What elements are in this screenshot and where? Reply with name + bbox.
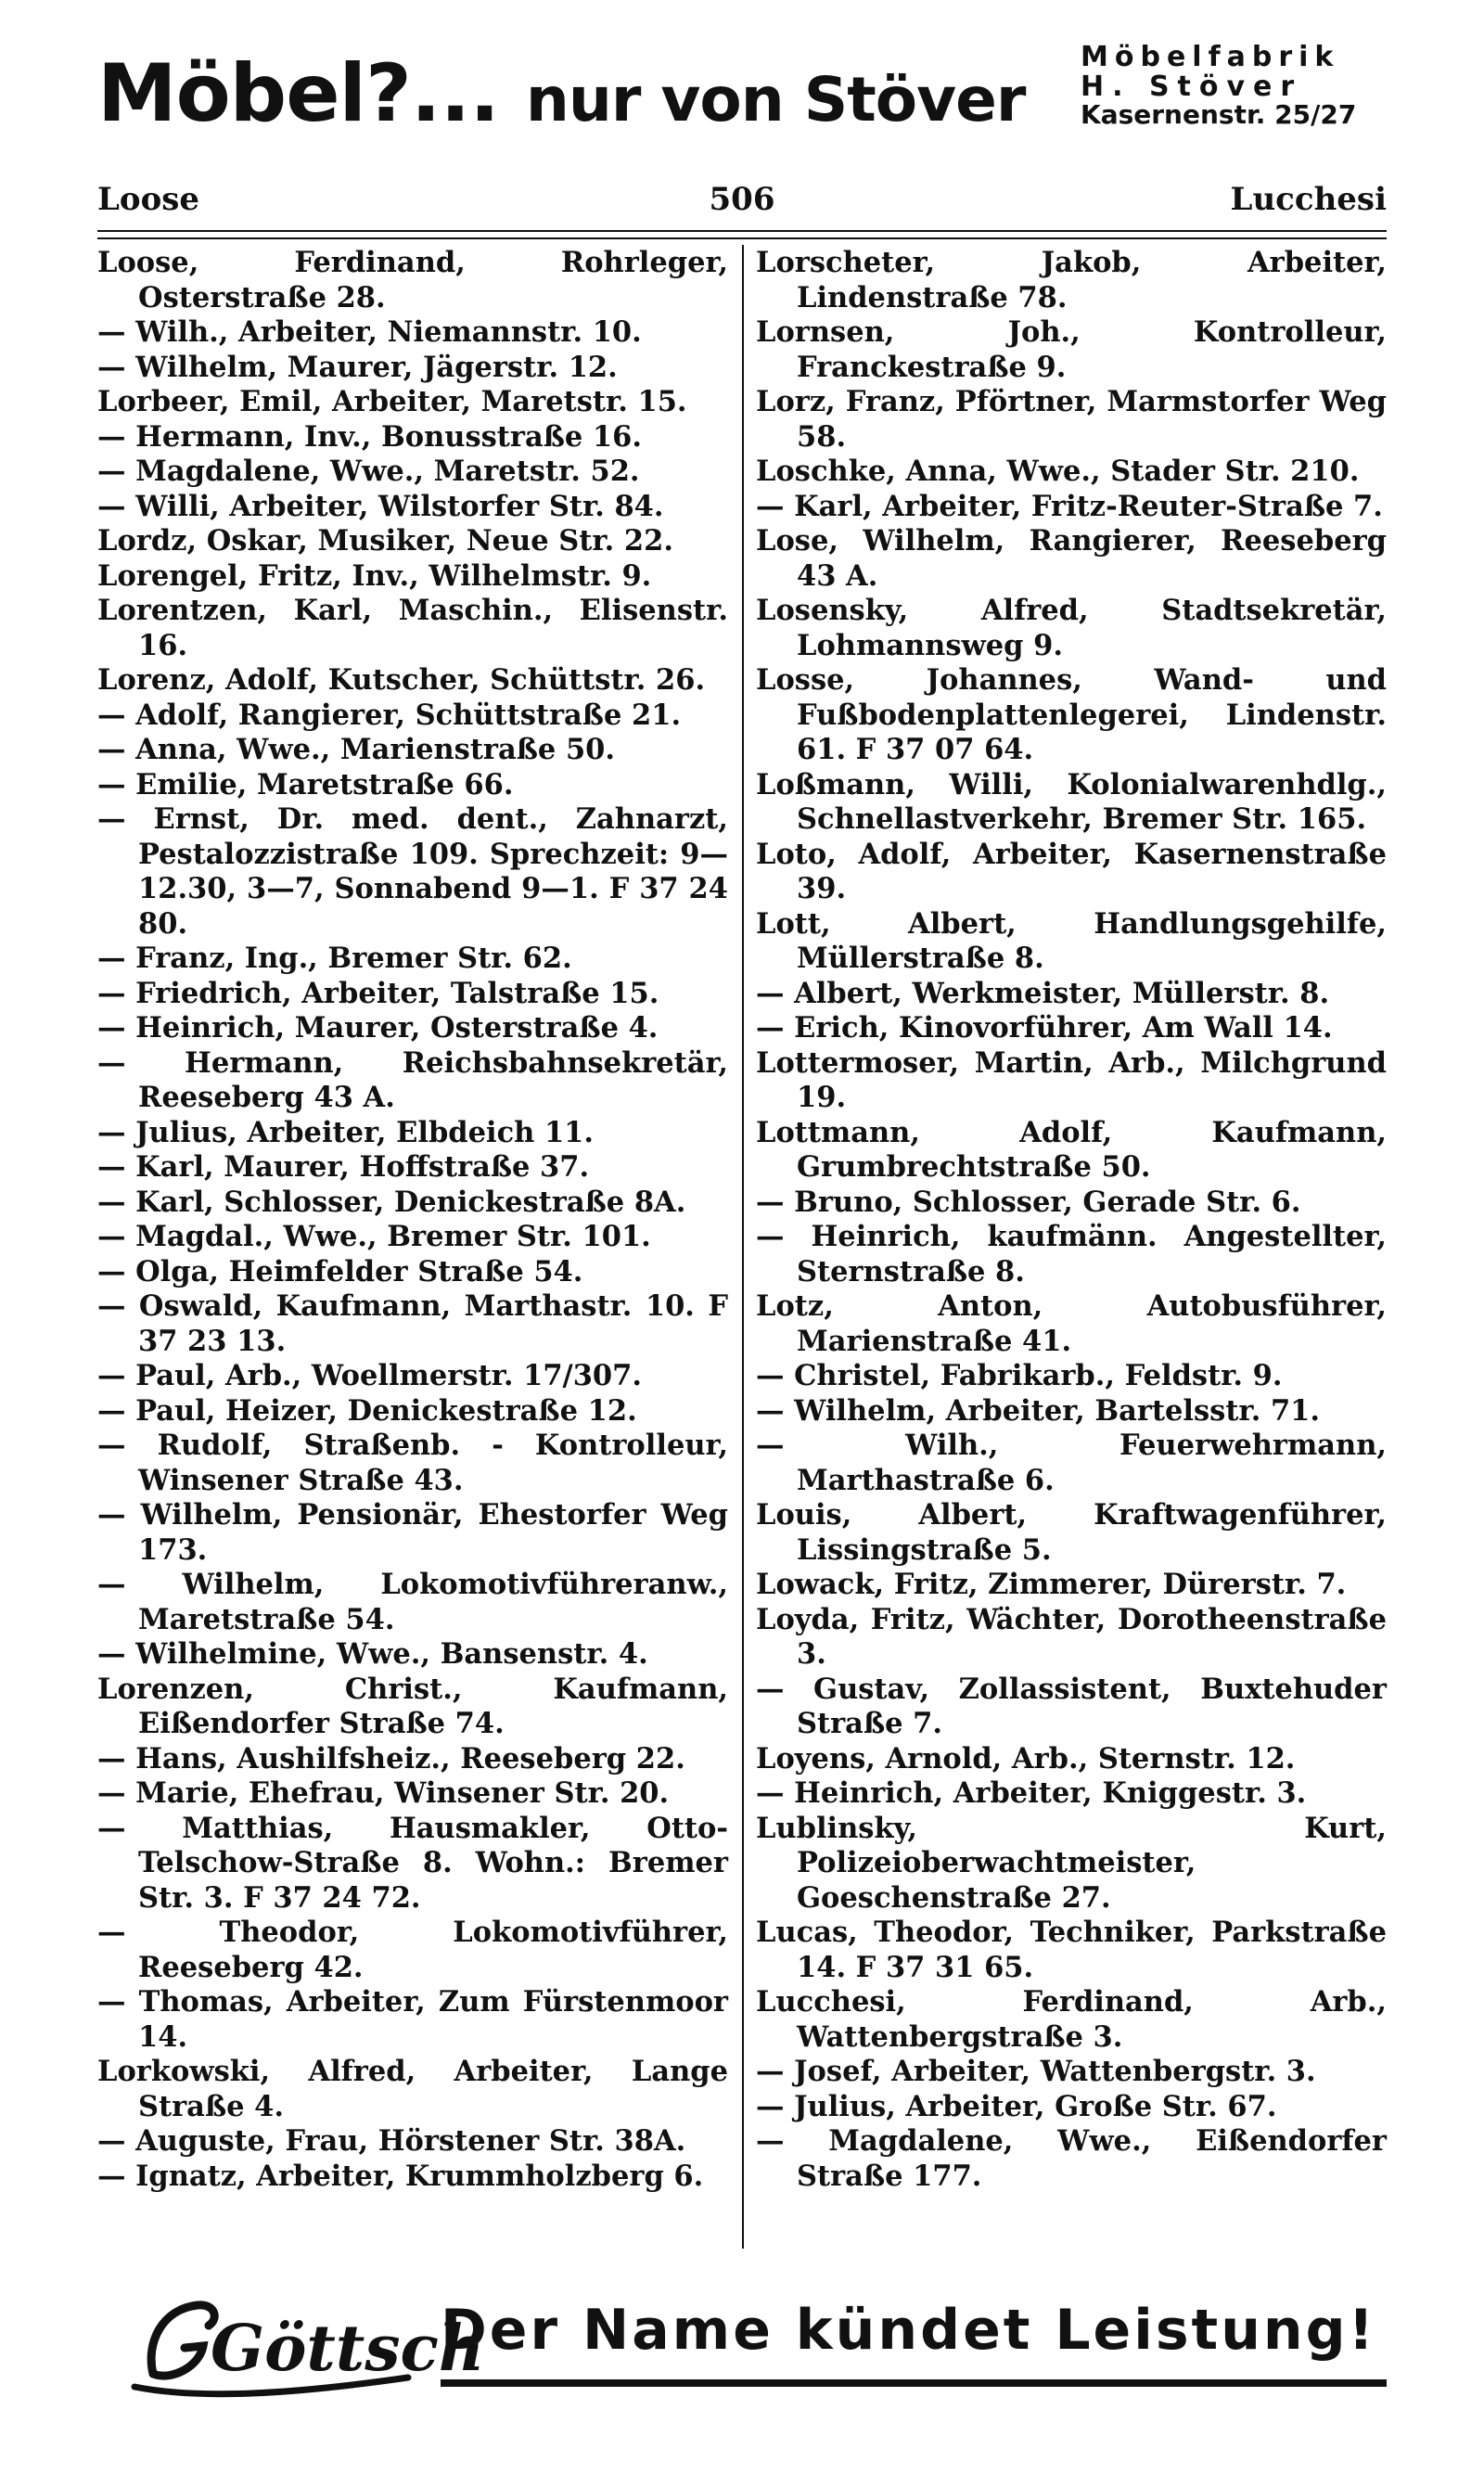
directory-entry: Lucas, Theodor, Techniker, Parkstraße 14. F 37 31 65. xyxy=(756,1916,1387,1984)
directory-entry: — Karl, Schlosser, Denickestraße 8A. xyxy=(97,1185,686,1219)
directory-entry: Lotz, Anton, Autobusführer, Marienstraße 41. xyxy=(756,1289,1387,1358)
directory-entry: — Oswald, Kaufmann, Marthastr. 10. F 37 23 13. xyxy=(97,1289,728,1358)
directory-entry: — Ernst, Dr. med. dent., Zahnarzt, Pestalozzistraße 109. Sprechzeit: 9—12.30, 3—7, Sonnabend 9—1. F 37 24 80. xyxy=(97,802,728,941)
directory-entry: — Karl, Arbeiter, Fritz-Reuter-Straße 7. xyxy=(756,489,1383,523)
directory-entry: Lublinsky, Kurt, Polizeioberwachtmeister, Goeschenstraße 27. xyxy=(756,1811,1387,1915)
directory-entry: Lucchesi, Ferdinand, Arb., Wattenbergstraße 3. xyxy=(756,1985,1387,2054)
directory-entry: — Auguste, Frau, Hörstener Str. 38A. xyxy=(97,2124,686,2158)
directory-entry: Loyens, Arnold, Arb., Sternstr. 12. xyxy=(756,1741,1296,1775)
directory-entry: — Wilhelm, Maurer, Jägerstr. 12. xyxy=(97,350,618,384)
directory-entry: Lott, Albert, Handlungsgehilfe, Müllerstraße 8. xyxy=(756,906,1387,975)
directory-entry: — Willi, Arbeiter, Wilstorfer Str. 84. xyxy=(97,489,664,523)
directory-entry: Lorkowski, Alfred, Arbeiter, Lange Straße 4. xyxy=(97,2055,728,2123)
directory-entry: Lose, Wilhelm, Rangierer, Reeseberg 43 A. xyxy=(756,524,1387,593)
directory-entry: Lordz, Oskar, Musiker, Neue Str. 22. xyxy=(97,524,673,558)
ad-company-type: Möbelfabrik xyxy=(1081,41,1340,73)
directory-entry: — Christel, Fabrikarb., Feldstr. 9. xyxy=(756,1359,1283,1392)
directory-entry: — Albert, Werkmeister, Müllerstr. 8. xyxy=(756,976,1330,1010)
directory-entry: — Franz, Ing., Bremer Str. 62. xyxy=(97,942,572,975)
directory-page xyxy=(83,37,1401,2430)
directory-entry: — Magdal., Wwe., Bremer Str. 101. xyxy=(97,1220,651,1253)
directory-entry: — Wilhelm, Lokomotivführeranw., Maretstraße 54. xyxy=(97,1568,728,1636)
directory-entry: — Friedrich, Arbeiter, Talstraße 15. xyxy=(97,976,659,1010)
directory-entry: Lornsen, Joh., Kontrolleur, Franckestraße 9. xyxy=(756,315,1387,384)
directory-entry: Losensky, Alfred, Stadtsekretär, Lohmannsweg 9. xyxy=(756,594,1387,662)
directory-entry: — Wilh., Feuerwehrmann, Marthastraße 6. xyxy=(756,1429,1387,1497)
directory-entry: Louis, Albert, Kraftwagenführer, Lissingstraße 5. xyxy=(756,1498,1387,1567)
directory-entry: — Wilh., Arbeiter, Niemannstr. 10. xyxy=(97,315,642,349)
directory-entry: Lorenz, Adolf, Kutscher, Schüttstr. 26. xyxy=(97,663,706,697)
right-column xyxy=(756,246,1387,2194)
directory-entry: — Heinrich, Arbeiter, Kniggestr. 3. xyxy=(756,1776,1307,1810)
header-first-name: Loose xyxy=(97,181,200,218)
brand-logo xyxy=(125,2277,485,2407)
slogan-underline xyxy=(441,2379,1387,2387)
ad-headline-main: Möbel?... xyxy=(97,47,499,140)
header-rule-top xyxy=(97,230,1387,232)
brand-logo-text: Göttsch xyxy=(211,2312,485,2386)
directory-entry: — Rudolf, Straßenb. - Kontrolleur, Winsener Straße 43. xyxy=(97,1429,728,1497)
directory-entry: Loyda, Fritz, Wächter, Dorotheenstraße 3. xyxy=(756,1602,1387,1671)
directory-entry: — Heinrich, kaufmänn. Angestellter, Sternstraße 8. xyxy=(756,1220,1387,1288)
directory-entry: — Gustav, Zollassistent, Buxtehuder Straße 7. xyxy=(756,1672,1387,1740)
directory-entry: — Wilhelm, Pensionär, Ehestorfer Weg 173. xyxy=(97,1498,728,1567)
directory-entry: — Wilhelm, Arbeiter, Bartelsstr. 71. xyxy=(756,1393,1321,1428)
running-header xyxy=(97,181,1387,227)
directory-entry: Lorscheter, Jakob, Arbeiter, Lindenstraße 78. xyxy=(756,246,1387,314)
directory-entry: — Marie, Ehefrau, Winsener Str. 20. xyxy=(97,1776,670,1810)
directory-entry: Loose, Ferdinand, Rohrleger, Osterstraße 28. xyxy=(97,246,728,314)
bottom-advertisement xyxy=(125,2277,1387,2416)
directory-entry: — Thomas, Arbeiter, Zum Fürstenmoor 14. xyxy=(97,1985,728,2054)
directory-entry: — Julius, Arbeiter, Große Str. 67. xyxy=(756,2089,1277,2123)
directory-entry: — Magdalene, Wwe., Eißendorfer Straße 177. xyxy=(756,2124,1387,2193)
directory-entry: Lorz, Franz, Pförtner, Marmstorfer Weg 58. xyxy=(756,385,1387,454)
directory-entry: Lorentzen, Karl, Maschin., Elisenstr. 16. xyxy=(97,594,728,662)
header-rule-bottom xyxy=(97,237,1387,239)
directory-entry: — Hermann, Inv., Bonusstraße 16. xyxy=(97,419,642,454)
directory-entry: — Karl, Maurer, Hoffstraße 37. xyxy=(97,1150,590,1184)
directory-entry: — Theodor, Lokomotivführer, Reeseberg 42. xyxy=(97,1916,728,1984)
ad-company-address: Kasernenstr. 25/27 xyxy=(1081,99,1357,130)
directory-entry: — Matthias, Hausmakler, Otto-Telschow-Straße 8. Wohn.: Bremer Str. 3. F 37 24 72. xyxy=(97,1811,728,1915)
directory-entry: Loto, Adolf, Arbeiter, Kasernenstraße 39. xyxy=(756,837,1387,905)
page-number: 506 xyxy=(709,181,775,218)
directory-entry: — Emilie, Maretstraße 66. xyxy=(97,767,514,801)
directory-entry: — Magdalene, Wwe., Maretstr. 52. xyxy=(97,455,640,488)
ad-company-block xyxy=(1081,43,1387,128)
directory-entry: — Adolf, Rangierer, Schüttstraße 21. xyxy=(97,698,682,732)
directory-entry: — Ignatz, Arbeiter, Krummholzberg 6. xyxy=(97,2159,704,2193)
left-column xyxy=(97,246,728,2194)
directory-entry: — Hermann, Reichsbahnsekretär, Reeseberg 43 A. xyxy=(97,1045,728,1114)
directory-entry: Lowack, Fritz, Zimmerer, Dürerstr. 7. xyxy=(756,1568,1347,1601)
header-last-name: Lucchesi xyxy=(1230,181,1387,218)
directory-entry: Lorbeer, Emil, Arbeiter, Maretstr. 15. xyxy=(97,385,687,418)
directory-entry: — Heinrich, Maurer, Osterstraße 4. xyxy=(97,1011,659,1045)
directory-entry: — Anna, Wwe., Marienstraße 50. xyxy=(97,733,616,766)
column-divider xyxy=(742,245,744,2249)
directory-entry: — Julius, Arbeiter, Elbdeich 11. xyxy=(97,1115,595,1149)
directory-entry: — Bruno, Schlosser, Gerade Str. 6. xyxy=(756,1185,1301,1219)
directory-entry: — Hans, Aushilfsheiz., Reeseberg 22. xyxy=(97,1741,685,1775)
top-advertisement xyxy=(97,37,1387,167)
directory-entry: Lorenzen, Christ., Kaufmann, Eißendorfer Straße 74. xyxy=(97,1672,728,1740)
directory-entry: — Paul, Arb., Woellmerstr. 17/307. xyxy=(97,1359,642,1392)
directory-entry: — Olga, Heimfelder Straße 54. xyxy=(97,1254,583,1288)
directory-entry: Loßmann, Willi, Kolonialwarenhdlg., Schnellastverkehr, Bremer Str. 165. xyxy=(756,767,1387,836)
directory-entry: — Paul, Heizer, Denickestraße 12. xyxy=(97,1393,637,1428)
ad-company-name: H. Stöver xyxy=(1081,70,1303,103)
ad-headline xyxy=(97,47,1026,140)
ad-headline-rest: nur von Stöver xyxy=(525,64,1026,135)
ad-slogan: Der Name kündet Leistung! xyxy=(441,2298,1376,2363)
directory-entry: — Josef, Arbeiter, Wattenbergstr. 3. xyxy=(756,2055,1316,2088)
directory-entry: Lorengel, Fritz, Inv., Wilhelmstr. 9. xyxy=(97,558,652,593)
directory-entry: Lottermoser, Martin, Arb., Milchgrund 19. xyxy=(756,1045,1387,1114)
directory-entry: Losse, Johannes, Wand- und Fußbodenplattenlegerei, Lindenstr. 61. F 37 07 64. xyxy=(756,663,1387,766)
directory-entry: — Wilhelmine, Wwe., Bansenstr. 4. xyxy=(97,1637,648,1671)
directory-entry: Loschke, Anna, Wwe., Stader Str. 210. xyxy=(756,455,1360,488)
directory-entry: Lottmann, Adolf, Kaufmann, Grumbrechtstraße 50. xyxy=(756,1115,1387,1184)
directory-entry: — Erich, Kinovorführer, Am Wall 14. xyxy=(756,1011,1333,1045)
